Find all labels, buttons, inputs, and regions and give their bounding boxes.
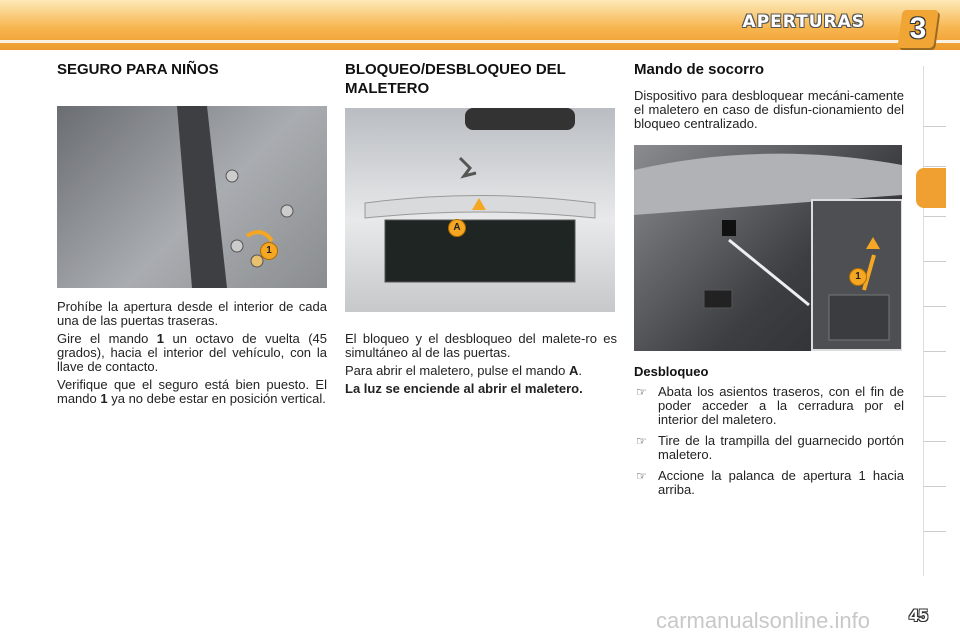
tab-divider (924, 216, 946, 217)
paragraph: Gire el mando 1 un octavo de vuelta (45 grados), hacia el interior del vehículo, con la llave de contacto. (57, 331, 327, 374)
list-item: ☞ Abata los asientos traseros, con el fin de poder acceder a la cerradura por el interior del maletero. (636, 384, 904, 427)
paragraph: Para abrir el maletero, pulse el mando A. (345, 363, 583, 378)
pointing-hand-icon: ☞ (636, 434, 647, 448)
list-item: ☞ Tire de la trampilla del guarnecido portón maletero. (636, 433, 904, 462)
tab-divider (924, 306, 946, 307)
trunk-interior-photo (634, 145, 902, 351)
subsection-title: Desbloqueo (634, 364, 709, 379)
trunk-photo (345, 108, 615, 312)
tab-divider (924, 441, 946, 442)
control-a-badge: A (448, 219, 466, 237)
active-chapter-tab[interactable] (916, 168, 946, 208)
trunk-lock-text (345, 332, 617, 400)
door-edge-illustration (57, 106, 327, 288)
child-lock-photo (57, 106, 327, 288)
paragraph: La luz se enciende al abrir el maletero. (345, 381, 583, 396)
lever-1-badge: 1 (849, 268, 867, 286)
child-lock-text (57, 300, 327, 410)
section-title: SEGURO PARA NIÑOS (57, 61, 219, 78)
arrow-up-icon (472, 198, 486, 210)
tab-divider (924, 486, 946, 487)
control-1-badge: 1 (260, 242, 278, 260)
watermark: carmanualsonline.info (655, 608, 870, 633)
instruction-list (634, 385, 904, 497)
paragraph: Verifique que el seguro está bien puesto. El mando 1 ya no debe estar en posición vertical. (57, 377, 327, 406)
tab-divider (924, 166, 946, 167)
paragraph: El bloqueo y el desbloqueo del malete-ro es simultáneo al de las puertas. (345, 331, 617, 360)
header-divider (0, 40, 960, 43)
emergency-unlock-text (634, 362, 904, 504)
arrow-up-icon (866, 237, 880, 249)
section-title: BLOQUEO/DESBLOQUEO DEL MALETERO (345, 61, 566, 97)
tab-divider (924, 396, 946, 397)
section-title: Mando de socorro (634, 61, 765, 78)
list-item: ☞ Accione la palanca de apertura 1 hacia arriba. (636, 468, 904, 497)
section-trunk-lock (345, 60, 617, 98)
chapter-header (0, 0, 960, 50)
trunk-lid-illustration (345, 108, 615, 312)
page-number: 45 (909, 606, 928, 625)
tab-divider (924, 531, 946, 532)
pointing-hand-icon: ☞ (636, 469, 647, 483)
section-emergency-control (634, 60, 904, 135)
tab-divider (924, 126, 946, 127)
pointing-hand-icon: ☞ (636, 385, 647, 399)
tab-divider (924, 351, 946, 352)
paragraph: Prohíbe la apertura desde el interior de cada una de las puertas traseras. (57, 299, 327, 328)
chapter-tabs (923, 66, 948, 576)
paragraph: Dispositivo para desbloquear mecáni-camente el maletero en caso de disfun-cionamiento del bloqueo centralizado. (634, 88, 904, 131)
section-child-lock (57, 60, 327, 79)
chapter-title: APERTURAS (742, 12, 865, 32)
tab-divider (924, 261, 946, 262)
chapter-number-badge: 3 (897, 10, 938, 48)
trunk-interior-illustration (634, 145, 902, 351)
